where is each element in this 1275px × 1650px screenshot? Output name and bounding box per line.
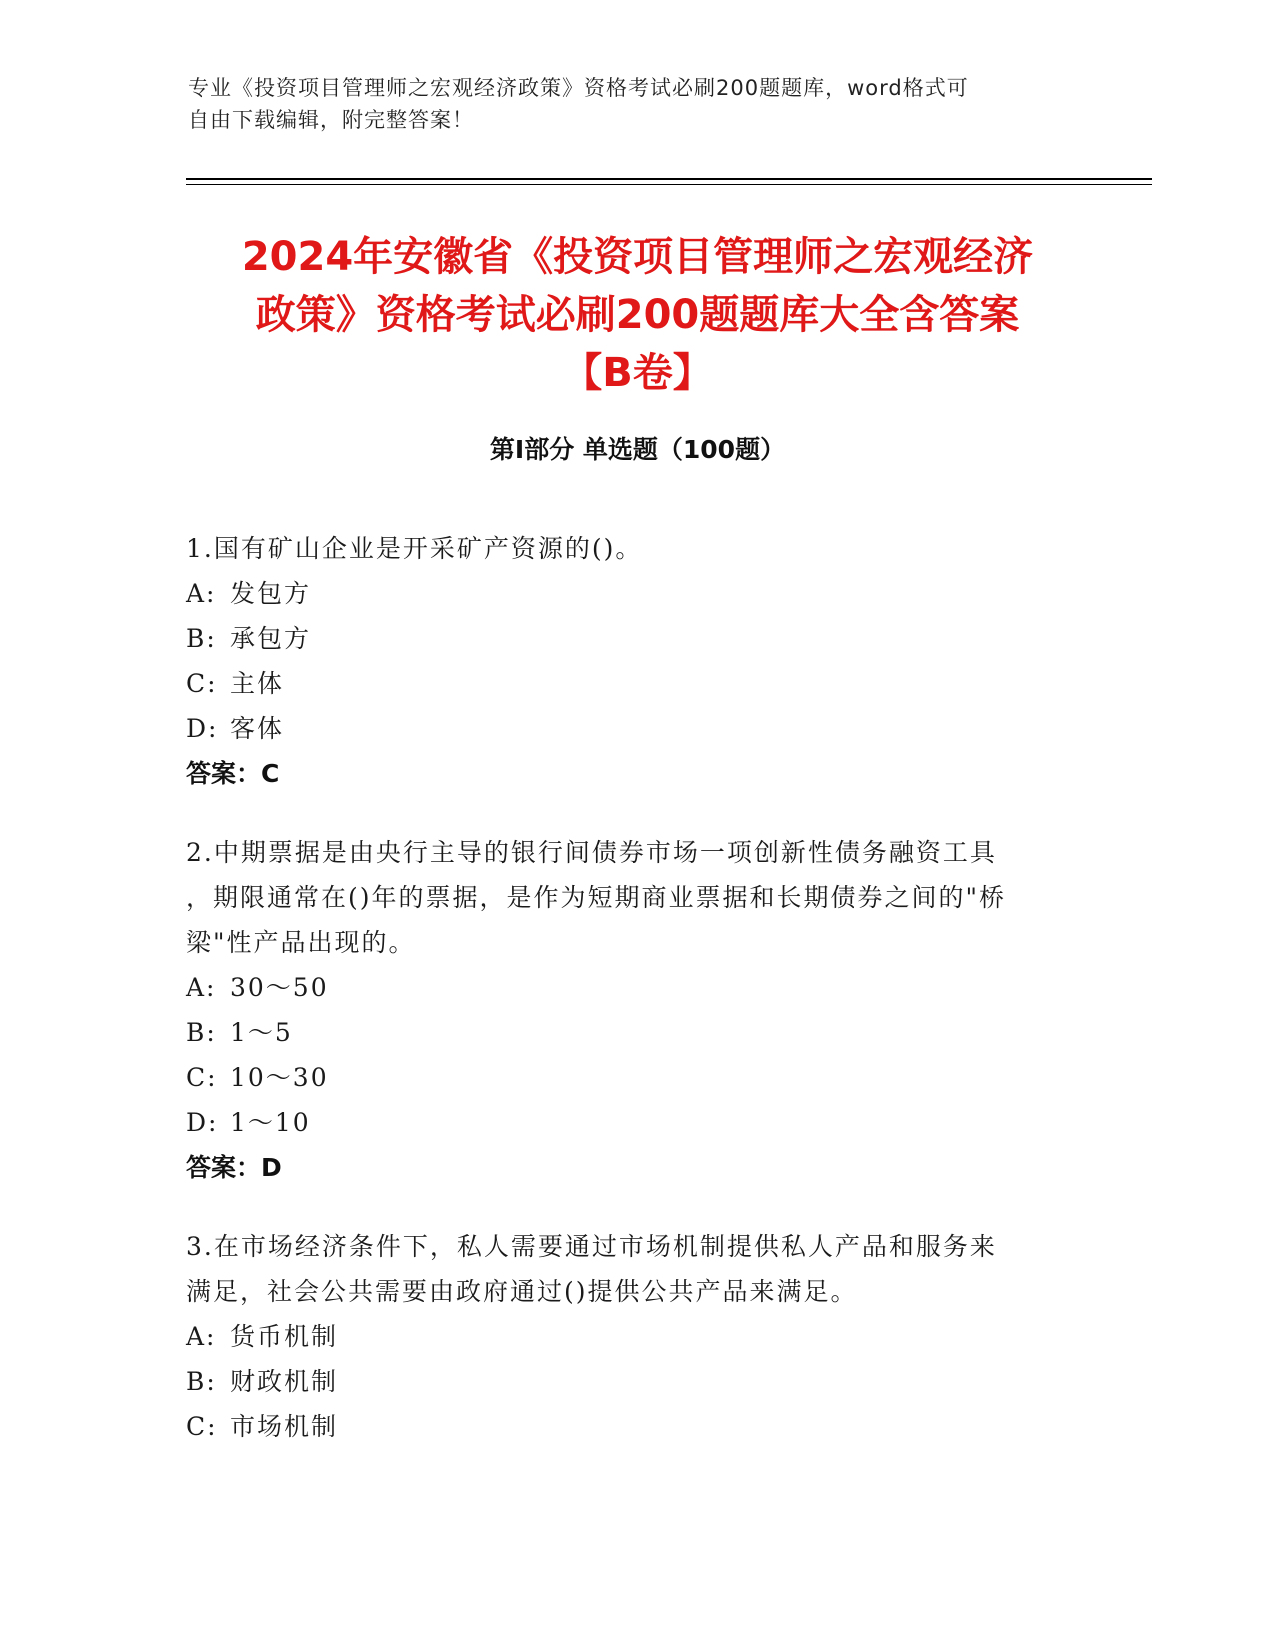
answer-key: 答案：D [186,1153,282,1182]
question-text: ，期限通常在()年的票据，是作为短期商业票据和长期债券之间的"桥 [186,883,1007,912]
question-item [186,830,1086,1190]
option-text: 客体 [230,714,285,743]
answer-key: 答案：C [186,759,280,788]
option-text: 货币机制 [230,1322,339,1351]
option-letter: C: [186,1412,218,1441]
question-item [186,526,1086,796]
header-divider-thin [186,184,1152,185]
answer-option [186,1314,1086,1359]
answer-option [186,661,1086,706]
header-divider-thick [186,178,1152,180]
option-letter: D: [186,714,219,743]
option-letter: A: [186,1322,217,1351]
document-title-line: 【B卷】 [562,350,713,396]
answer-option [186,1404,1086,1449]
answer-option [186,616,1086,661]
document-title-line: 政策》资格考试必刷200题题库大全含答案 [255,292,1020,338]
document-title-line: 2024年安徽省《投资项目管理师之宏观经济 [241,234,1034,280]
option-letter: B: [186,1018,217,1047]
option-text: 1～10 [230,1108,311,1137]
option-letter: A: [186,579,217,608]
answer-option [186,706,1086,751]
answer-option [186,571,1086,616]
option-text: 10～30 [230,1063,329,1092]
answer-option [186,1055,1086,1100]
option-letter: C: [186,669,218,698]
header-note-line: 自由下载编辑，附完整答案！ [188,108,474,132]
question-item [186,1224,1086,1449]
option-text: 承包方 [230,624,312,653]
option-text: 市场机制 [230,1412,339,1441]
option-letter: B: [186,1367,217,1396]
question-text: 2.中期票据是由央行主导的银行间债券市场一项创新性债务融资工具 [186,838,997,867]
header-note [188,72,1068,136]
option-letter: A: [186,973,217,1002]
section-title: 第I部分 单选题（100题） [489,435,786,464]
option-text: 财政机制 [230,1367,339,1396]
answer-option [186,1100,1086,1145]
option-text: 发包方 [230,579,312,608]
option-letter: D: [186,1108,219,1137]
answer-option [186,965,1086,1010]
answer-option [186,1010,1086,1055]
question-text: 满足，社会公共需要由政府通过()提供公共产品来满足。 [186,1277,858,1306]
option-text: 1～5 [230,1018,293,1047]
option-text: 主体 [230,669,285,698]
answer-option [186,1359,1086,1404]
question-text: 梁"性产品出现的。 [186,928,416,957]
question-text: 1.国有矿山企业是开采矿产资源的()。 [186,534,643,563]
question-list [186,526,1086,1483]
document-title [130,228,1145,402]
question-text: 3.在市场经济条件下，私人需要通过市场机制提供私人产品和服务来 [186,1232,997,1261]
option-letter: C: [186,1063,218,1092]
header-note-line: 专业《投资项目管理师之宏观经济政策》资格考试必刷200题题库，word格式可 [188,76,969,100]
option-text: 30～50 [230,973,329,1002]
option-letter: B: [186,624,217,653]
